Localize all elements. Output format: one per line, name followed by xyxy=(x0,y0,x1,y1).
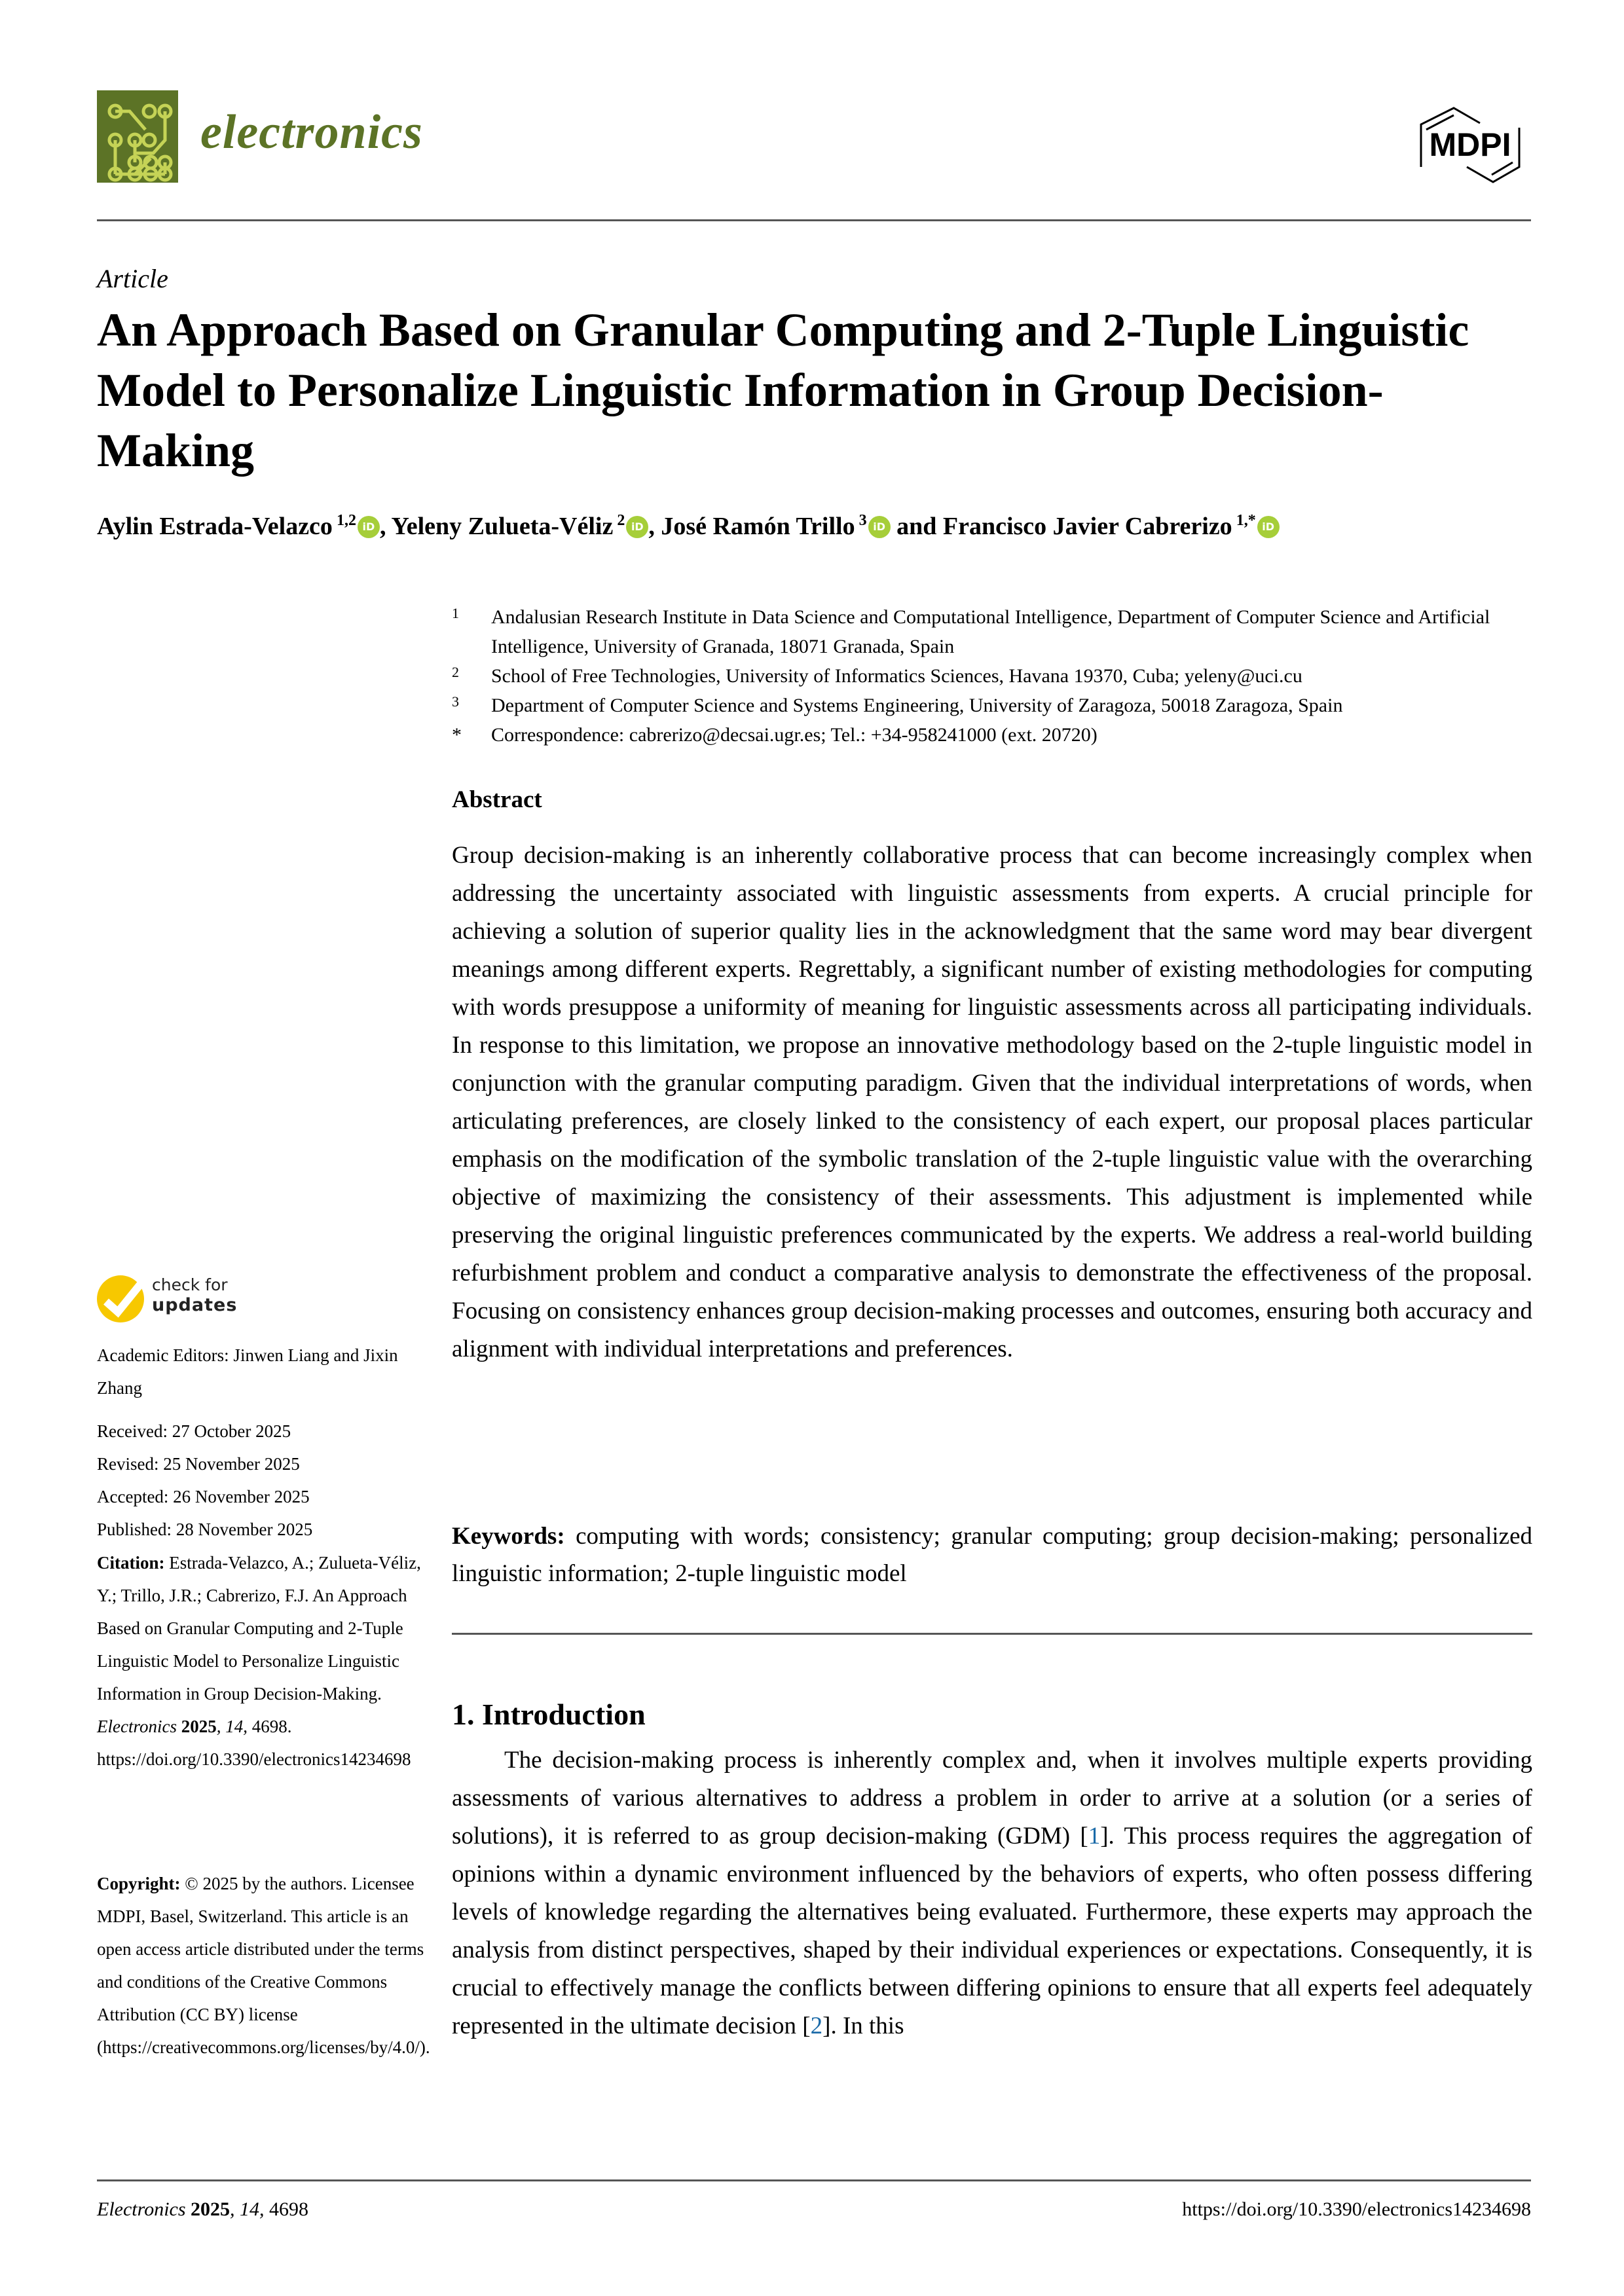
keywords-text: computing with words; consistency; granular computing; group decision-making; personalized linguistic information; 2-tuple linguistic model xyxy=(452,1523,1532,1587)
citation-label: Citation: xyxy=(97,1553,165,1573)
citation-block xyxy=(97,1546,424,1776)
orcid-icon[interactable]: iD xyxy=(358,516,380,538)
author-name[interactable]: Francisco Javier Cabrerizo xyxy=(942,513,1232,540)
copyright-label: Copyright: xyxy=(97,1874,181,1893)
article-type: Article xyxy=(97,264,168,293)
svg-text:MDPI: MDPI xyxy=(1429,126,1511,163)
citation-year: 2025 xyxy=(176,1717,217,1736)
footer-journal: Electronics xyxy=(97,2198,186,2220)
section-heading-introduction: 1. Introduction xyxy=(452,1698,646,1731)
accepted-date: Accepted: 26 November 2025 xyxy=(97,1487,310,1506)
author-separator: , xyxy=(379,513,392,540)
reference-link[interactable]: 1 xyxy=(1088,1823,1101,1850)
keywords-label: Keywords: xyxy=(452,1523,565,1550)
paragraph-text: ]. In this xyxy=(822,2013,904,2039)
abstract-heading: Abstract xyxy=(452,786,542,813)
correspondence-item xyxy=(452,720,1539,750)
reference-link[interactable]: 2 xyxy=(810,2013,823,2039)
mdpi-logo-icon xyxy=(1408,105,1532,187)
abstract-text: Group decision-making is an inherently collaborative process that can become increasingly complex when addressing the uncertainty associated with linguistic assessments from experts. A crucial principle for achieving a solution of superior quality lies in the acknowledgment that the same word may bear divergent meanings among different experts. Regrettably, a significant number of existing methodologies for computing with words presuppose a uniformity of meaning for linguistic assessments across all participating individuals. In response to this limitation, we propose an innovative methodology based on the 2-tuple linguistic model in conjunction with the granular computing paradigm. Given that the individual interpretations of words, when articulating preferences, are closely linked to the consistency of each expert, our proposal places particular emphasis on the modification of the symbolic translation of the 2-tuple linguistic value with the overarching objective of maximizing the consistency of their assessments. This adjustment is implemented while preserving the original linguistic preferences communicated by the experts. We address a real-world building refurbishment problem and conduct a comparative analysis to demonstrate the effectiveness of the proposal. Focusing on consistency enhances group decision-making processes and outcomes, ensuring both accuracy and alignment with individual interpretations and preferences. xyxy=(452,842,1532,1362)
author-separator: and xyxy=(890,513,943,540)
check-for-updates-button[interactable] xyxy=(97,1275,254,1324)
introduction-paragraph xyxy=(452,1741,1532,2045)
orcid-icon[interactable]: iD xyxy=(868,516,891,538)
affiliation-mark: 1 xyxy=(452,605,459,621)
author-affiliation-mark: 2 xyxy=(617,512,625,529)
affiliation-text: Andalusian Research Institute in Data Science and Computational Intelligence, Department of Computer Science and Artificial Intelligence, University of Granada, 18071 Granada, Spain xyxy=(491,606,1490,657)
footer-year: 2025 xyxy=(185,2198,231,2220)
correspondence-mark: * xyxy=(452,724,462,746)
footer-article-number: 4698 xyxy=(264,2198,309,2220)
received-date: Received: 27 October 2025 xyxy=(97,1421,291,1441)
copyright-text: © 2025 by the authors. Licensee MDPI, Basel, Switzerland. This article is an open access article distributed under the terms and conditions of the Creative Commons Attribution (CC BY) license (https://creativecommons.org/licenses/by/4.0/). xyxy=(97,1874,430,2057)
affiliation-mark: 3 xyxy=(452,693,459,710)
orcid-icon[interactable]: iD xyxy=(626,516,648,538)
affiliation-text: Department of Computer Science and Systems Engineering, University of Zaragoza, 50018 Zaragoza, Spain xyxy=(491,695,1343,716)
correspondence-text[interactable]: Correspondence: cabrerizo@decsai.ugr.es; Tel.: +34-958241000 (ext. 20720) xyxy=(491,724,1098,746)
footer-volume: , 14, xyxy=(230,2198,265,2220)
author-name[interactable]: José Ramón Trillo xyxy=(661,513,855,540)
citation-text: Estrada-Velazco, A.; Zulueta-Véliz, Y.; Trillo, J.R.; Cabrerizo, F.J. An Approach Based on Granular Computing and 2-Tuple Linguistic Model to Personalize Linguistic Information in Group Decision-Making. xyxy=(97,1553,421,1704)
copyright-block xyxy=(97,1867,430,2064)
author-name[interactable]: Aylin Estrada-Velazco xyxy=(97,513,333,540)
footer-divider xyxy=(97,2179,1531,2181)
citation-journal: Electronics xyxy=(97,1717,177,1736)
check-updates-label-bold: updates xyxy=(152,1295,238,1315)
affiliation-item xyxy=(452,602,1539,661)
check-updates-label: check for xyxy=(152,1275,228,1294)
author-affiliation-mark: 1,2 xyxy=(336,512,356,529)
paragraph-text: ]. This process requires the aggregation of opinions within a dynamic environment influenced by the behaviors of experts, who often possess differing levels of knowledge regarding the alternatives being evaluated. Furthermore, these experts may approach the analysis from distinct perspectives, shaped by their individual experiences or expectations. Consequently, it is crucial to effectively manage the conflicts between differing opinions to ensure that all experts feel adequately represented in the ultimate decision [ xyxy=(452,1823,1532,2039)
section-divider xyxy=(452,1633,1532,1635)
published-date: Published: 28 November 2025 xyxy=(97,1520,313,1539)
publication-info xyxy=(97,1339,424,1546)
affiliation-text: School of Free Technologies, University of Informatics Sciences, Havana 19370, Cuba; yeleny@uci.cu xyxy=(491,665,1302,687)
revised-date: Revised: 25 November 2025 xyxy=(97,1454,300,1474)
article-title: An Approach Based on Granular Computing and 2-Tuple Linguistic Model to Personalize Linguistic Information in Group Decision-Making xyxy=(97,304,1469,477)
keywords xyxy=(452,1518,1532,1592)
author-separator: , xyxy=(648,513,661,540)
affiliation-mark: 2 xyxy=(452,664,459,680)
affiliations xyxy=(452,602,1539,750)
author-affiliation-mark: 3 xyxy=(858,512,867,529)
citation-doi-link[interactable]: 4698. https://doi.org/10.3390/electronics14234698 xyxy=(97,1717,411,1769)
citation-volume: , 14, xyxy=(216,1717,248,1736)
journal-name: electronics xyxy=(200,105,423,159)
affiliation-item xyxy=(452,691,1539,720)
checkmark-icon xyxy=(97,1275,144,1322)
footer-doi-link[interactable]: https://doi.org/10.3390/electronics14234698 xyxy=(1182,2198,1531,2220)
academic-editors: Academic Editors: Jinwen Liang and Jixin Zhang xyxy=(97,1345,398,1398)
header-divider xyxy=(97,219,1531,221)
author-affiliation-mark: 1,* xyxy=(1236,512,1256,529)
author-list xyxy=(97,504,1538,543)
author-name[interactable]: Yeleny Zulueta-Véliz xyxy=(391,513,614,540)
orcid-icon[interactable]: iD xyxy=(1257,516,1280,538)
paragraph-text: The decision-making process is inherently complex and, when it involves multiple experts providing assessments of various alternatives to address a problem in order to arrive at a solution (or a series of solutions), it is referred to as group decision-making (GDM) [ xyxy=(452,1747,1532,1850)
footer-citation xyxy=(97,2198,308,2221)
journal-logo-icon xyxy=(97,90,178,183)
affiliation-item xyxy=(452,661,1539,691)
